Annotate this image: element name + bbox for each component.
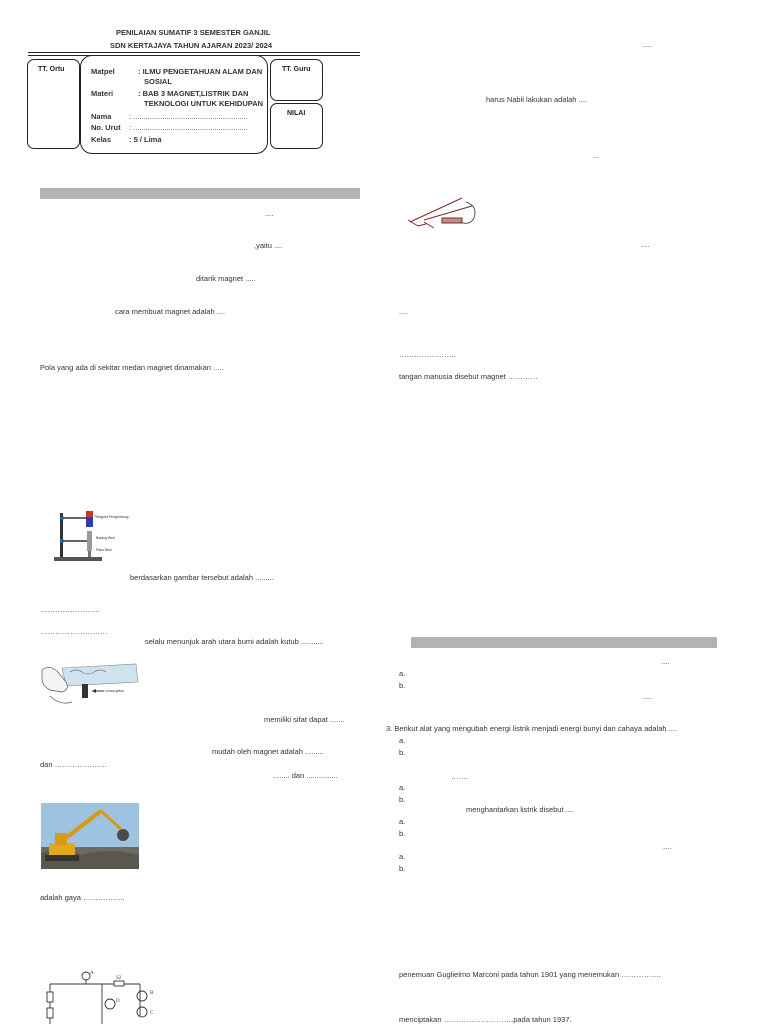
- option-a-5[interactable]: a.: [399, 817, 406, 826]
- nama-label: Nama: [91, 112, 112, 121]
- fig4-label-c: C: [150, 1011, 154, 1016]
- question-10: adalah gaya ……………..: [40, 893, 125, 902]
- fig1-label-magnet: Magnet Penghubung: [96, 515, 129, 519]
- question-7: selalu menunjuk arah utara bumi adalah kutub ...........: [145, 637, 324, 646]
- option-a-6[interactable]: a.: [399, 852, 406, 861]
- section2-question-7: penemuan Guglielmo Marconi pada tahun 1901 yang menemukan …………….: [399, 970, 661, 979]
- option-b-1[interactable]: b.: [399, 681, 406, 690]
- question-9b: dan …………………: [40, 760, 108, 769]
- kelas-label: Kelas: [91, 135, 112, 144]
- question-9c: ........ dan ...............: [273, 771, 338, 780]
- option-b-4[interactable]: b.: [399, 795, 406, 804]
- section2-question-8: menciptakan ……………………….pada tahun 1937.: [399, 1015, 572, 1024]
- section-bar-left: [40, 188, 360, 199]
- tt-ortu-box: [27, 59, 80, 149]
- fig4-label-b: B: [150, 991, 154, 996]
- right-question-3: ...: [593, 151, 600, 160]
- option-a-3[interactable]: a.: [399, 736, 406, 745]
- question-9: mudah oleh magnet adalah .........: [212, 747, 324, 756]
- option-b-3[interactable]: b.: [399, 748, 406, 757]
- right-question-7: tangan manusia disebut magnet …………: [399, 372, 538, 381]
- page-title-line1: PENILAIAN SUMATIF 3 SEMESTER GANJIL: [116, 28, 271, 37]
- header-divider-top: [28, 52, 360, 53]
- section2-question-3: 3. Berikut alat yang mengubah energi listrik menjadi energi bunyi dan cahaya adalah ....: [386, 724, 678, 733]
- question-1: ....: [265, 209, 274, 218]
- answer-line-2[interactable]: ………………………: [40, 627, 108, 636]
- fig4-label-s2: S2: [116, 976, 122, 981]
- section-bar-right: [411, 637, 717, 648]
- question-6: berdasarkan gambar tersebut adalah .........: [130, 573, 274, 582]
- fig1-label-paku: Paku Besi: [96, 548, 112, 552]
- nama-field[interactable]: : .......................................................: [129, 112, 248, 121]
- fig4-label-a: A: [90, 971, 94, 976]
- option-b-5[interactable]: b.: [399, 829, 406, 838]
- section2-question-6: ....: [663, 842, 672, 851]
- right-question-4: ....: [641, 240, 650, 249]
- suspended-rod-figure: [404, 192, 480, 232]
- mapel-value-2: SOSIAL: [144, 77, 172, 86]
- nilai-box: [270, 103, 323, 149]
- hand-compass-figure: [40, 660, 140, 710]
- question-3: ditarik magnet .....: [196, 274, 256, 283]
- magnet-stand-figure: [52, 507, 142, 563]
- mapel-value: : ILMU PENGETAHUAN ALAM DAN: [138, 67, 263, 76]
- section2-question-5: menghantarkan listrik disebut ....: [466, 805, 574, 814]
- right-question-1: ....: [643, 40, 652, 49]
- tt-guru-label: TT. Guru: [282, 66, 311, 73]
- tt-guru-box: [270, 59, 323, 101]
- option-a-4[interactable]: a.: [399, 783, 406, 792]
- section2-question-4: …….: [451, 772, 469, 781]
- materi-label: Materi: [91, 89, 114, 98]
- fig1-label-batang: Batang Besi: [96, 536, 115, 540]
- question-8: memiliki sifat dapat .......: [264, 715, 345, 724]
- circuit-figure: [44, 966, 160, 1024]
- excavator-photo: [41, 803, 139, 869]
- student-info-box: [80, 55, 268, 154]
- section2-question-1: ....: [661, 657, 670, 666]
- page-title-line2: SDN KERTAJAYA TAHUN AJARAN 2023/ 2024: [110, 41, 272, 50]
- fig4-label-d: D: [116, 999, 120, 1004]
- right-question-2: harus Nabil lakukan adalah ....: [486, 95, 587, 104]
- question-4: cara membuat magnet adalah ....: [115, 307, 226, 316]
- kelas-value: : 5 / Lima: [129, 135, 162, 144]
- nourut-label: No. Urut: [91, 123, 121, 132]
- nourut-field[interactable]: : .......................................................: [129, 123, 248, 132]
- mapel-label: Matpel: [91, 67, 115, 76]
- materi-value: : BAB 3 MAGNET,LISTRIK DAN: [138, 89, 249, 98]
- section2-question-2: ....: [643, 692, 652, 701]
- tt-ortu-label: TT. Ortu: [38, 66, 65, 73]
- option-b-6[interactable]: b.: [399, 864, 406, 873]
- fig2-label: Lensa gelas: [105, 689, 124, 693]
- right-question-5: ....: [399, 307, 408, 316]
- question-2: ,yaitu ....: [254, 241, 283, 250]
- nilai-label: NILAI: [287, 110, 306, 117]
- materi-value-2: TEKNOLOGI UNTUK KEHIDUPAN: [144, 99, 264, 108]
- option-a-1[interactable]: a.: [399, 669, 406, 678]
- answer-line-1[interactable]: ……………………: [40, 605, 100, 614]
- question-5: Pola yang ada di sekitar medan magnet dinamakan .....: [40, 363, 224, 372]
- right-answer-line[interactable]: …………………..: [399, 350, 456, 359]
